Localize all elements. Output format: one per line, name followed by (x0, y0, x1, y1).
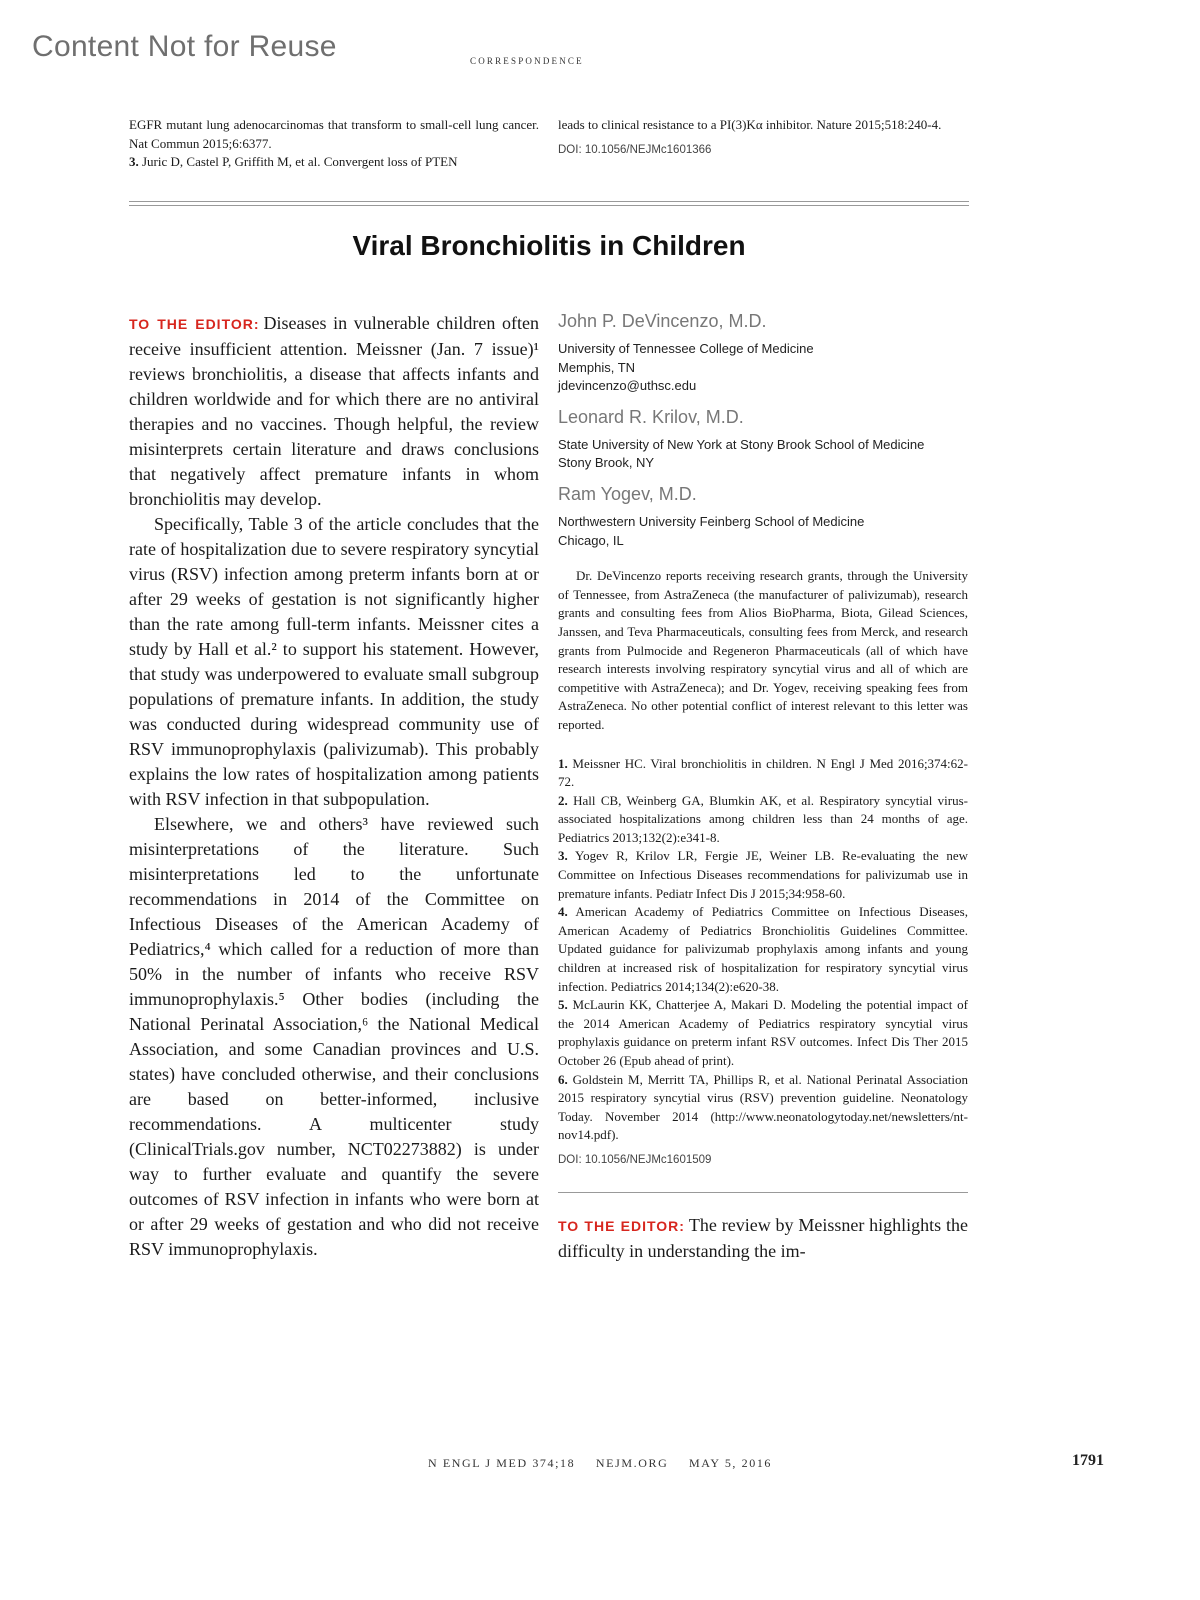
to-the-editor-label: TO THE EDITOR: (558, 1217, 685, 1234)
affiliation-line: Chicago, IL (558, 532, 624, 548)
author-name: John P. DeVincenzo, M.D. (558, 311, 767, 331)
second-letter-start (558, 1213, 968, 1264)
reference-text: McLaurin KK, Chatterjee A, Makari D. Modeling the potential impact of the 2014 American Academy of Pediatrics respiratory syncytial virus prophylaxis guidance on preterm infant RSV outcomes. Infect Dis Ther 2015 October 26 (Epub ahead of print). (558, 997, 968, 1068)
author-affiliation (558, 340, 968, 396)
reference-number: 5. (558, 997, 568, 1013)
author-affiliation (558, 436, 968, 473)
previous-letter-references-left (129, 116, 539, 172)
reference-continued: EGFR mutant lung adenocarcinomas that transform to small-cell lung cancer. Nat Commun 2015;6:6377. (129, 117, 539, 151)
page-number: 1791 (1072, 1452, 1104, 1469)
reference-list (558, 755, 968, 1170)
reference-text: Juric D, Castel P, Griffith M, et al. Convergent loss of PTEN (142, 154, 458, 170)
paragraph: Specifically, Table 3 of the article concludes that the rate of hospitalization due to severe respiratory syncytial virus (RSV) infection among preterm infants born at or after 29 weeks of gestation is not significantly higher than the rate among full-term infants. Meissner cites a study by Hall et al.² to support his statement. However, that study was underpowered to evaluate small subgroup populations of premature infants. In addition, the study was conducted during widespread community use of RSV immunoprophylaxis (palivizumab). This probably explains the low rates of hospitalization among patients with RSV infection in that subpopulation. (129, 514, 539, 809)
affiliation-line: State University of New York at Stony Brook School of Medicine (558, 436, 925, 452)
article-title: Viral Bronchiolitis in Children (352, 230, 746, 261)
page-footer (0, 1456, 1200, 1471)
author-email: jdevincenzo@uthsc.edu (558, 378, 697, 394)
paragraph-text: The review by Meissner highlights the difficulty in understanding the im- (558, 1214, 968, 1261)
reference-continued: leads to clinical resistance to a PI(3)Kα inhibitor. Nature 2015;518:240-4. (558, 117, 942, 132)
reference-text: American Academy of Pediatrics Committee on Infectious Diseases, American Academy of Pediatrics Bronchiolitis Guidelines Committee. Updated guidance for palivizumab prophylaxis among infants and young children at increased risk of hospitalization for respiratory syncytial virus infection. Pediatrics 2014;134(2):e620-38. (558, 904, 968, 994)
reference-text: Meissner HC. Viral bronchiolitis in children. N Engl J Med 2016;374:62-72. (558, 755, 968, 790)
reference-number: 2. (558, 792, 568, 808)
reference-item (558, 792, 968, 848)
paragraph: Elsewhere, we and others³ have reviewed such misinterpretations of the literature. Such misinterpretations led to the unfortunate recommendations in 2014 of the Committee on Infectious Diseases of the American Academy of Pediatrics,⁴ which called for a reduction of more than 50% in the number of infants who receive RSV immunoprophylaxis.⁵ Other bodies (including the National Perinatal Association,⁶ the National Medical Association, and some Canadian provinces and U.S. states) have concluded otherwise, and their conclusions are based on better-informed, inclusive recommendations. A multicenter study (ClinicalTrials.gov number, NCT02273882) is under way to further evaluate and quantify the severe outcomes of RSV infection in infants who were born at or after 29 weeks of gestation and who did not receive RSV immunoprophylaxis. (129, 814, 539, 1259)
right-column (558, 310, 968, 1264)
journal-site: NEJM.ORG (595, 1456, 669, 1470)
author-block (558, 483, 968, 550)
paragraph (129, 311, 539, 512)
reference-number: 6. (558, 1071, 568, 1087)
reference-number: 1. (558, 755, 568, 771)
reference-number: 3. (558, 848, 568, 864)
author-affiliation (558, 513, 968, 550)
affiliation-line: University of Tennessee College of Medicine (558, 341, 814, 356)
to-the-editor-label: TO THE EDITOR: (129, 316, 260, 332)
section-divider (129, 201, 969, 206)
paragraph-text: Diseases in vulnerable children often receive insufficient attention. Meissner (Jan. 7 issue)¹ reviews bronchiolitis, a disease that affects infants and children worldwide and for which there are no antiviral therapies and no vaccines. Though helpful, the review misinterprets certain literature and draws conclusions that negatively affect premature infants in whom bronchiolitis may develop. (129, 313, 539, 509)
author-name: Leonard R. Krilov, M.D. (558, 406, 744, 427)
reference-text: Yogev R, Krilov LR, Fergie JE, Weiner LB. Re-evaluating the new Committee on Infectious Diseases recommendations for palivizumab use in premature infants. Pediatr Infect Dis J 2015;34:958-60. (558, 848, 968, 901)
watermark: Content Not for Reuse (32, 30, 337, 63)
doi: DOI: 10.1056/NEJMc1601509 (558, 1153, 712, 1166)
reference-item (558, 903, 968, 996)
letter-body (129, 311, 539, 1262)
affiliation-line: Northwestern University Feinberg School of Medicine (558, 513, 865, 529)
reference-item (558, 755, 968, 792)
reference-number: 4. (558, 904, 568, 920)
reference-item (558, 1071, 968, 1145)
issue-date: MAY 5, 2016 (688, 1456, 773, 1470)
previous-letter-references-right (558, 116, 968, 159)
affiliation-line: Stony Brook, NY (558, 455, 655, 471)
reference-text: Hall CB, Weinberg GA, Blumkin AK, et al. Respiratory syncytial virus-associated hospitalizations among children less than 24 months of age. Pediatrics 2013;132(2):e341-8. (558, 792, 968, 845)
reference-item (558, 847, 968, 903)
author-block (558, 406, 968, 473)
doi: DOI: 10.1056/NEJMc1601366 (558, 143, 712, 156)
disclosure-statement: Dr. DeVincenzo reports receiving research grants, through the University of Tennessee, from AstraZeneca (the manufacturer of palivizumab), research grants and consulting fees from Alios BioPharma, Biota, Gilead Sciences, Janssen, and Teva Pharmaceuticals, consulting fees from Merck, and research grants from Pulmocide and Regeneron Pharmaceuticals (all of which have research interests involving respiratory syncytial virus and all of which are competitive with AstraZeneca); and Dr. Yogev, receiving speaking fees from AstraZeneca. No other potential conflict of interest relevant to this letter was reported. (558, 568, 968, 732)
letter-divider (558, 1192, 968, 1193)
reference-item (129, 153, 539, 172)
reference-item (558, 996, 968, 1070)
author-name: Ram Yogev, M.D. (558, 483, 697, 504)
author-block (558, 310, 968, 396)
affiliation-line: Memphis, TN (558, 359, 636, 375)
reference-text: Goldstein M, Merritt TA, Phillips R, et al. National Perinatal Association 2015 respiratory syncytial virus (RSV) prevention guideline. Neonatology Today. November 2014 (http://www.neonatologytoday.net/newsletters/nt-nov14.pdf). (558, 1071, 968, 1143)
journal-citation: N ENGL J MED 374;18 (427, 1456, 576, 1470)
reference-number: 3. (129, 154, 139, 170)
running-head: correspondence (470, 52, 584, 67)
